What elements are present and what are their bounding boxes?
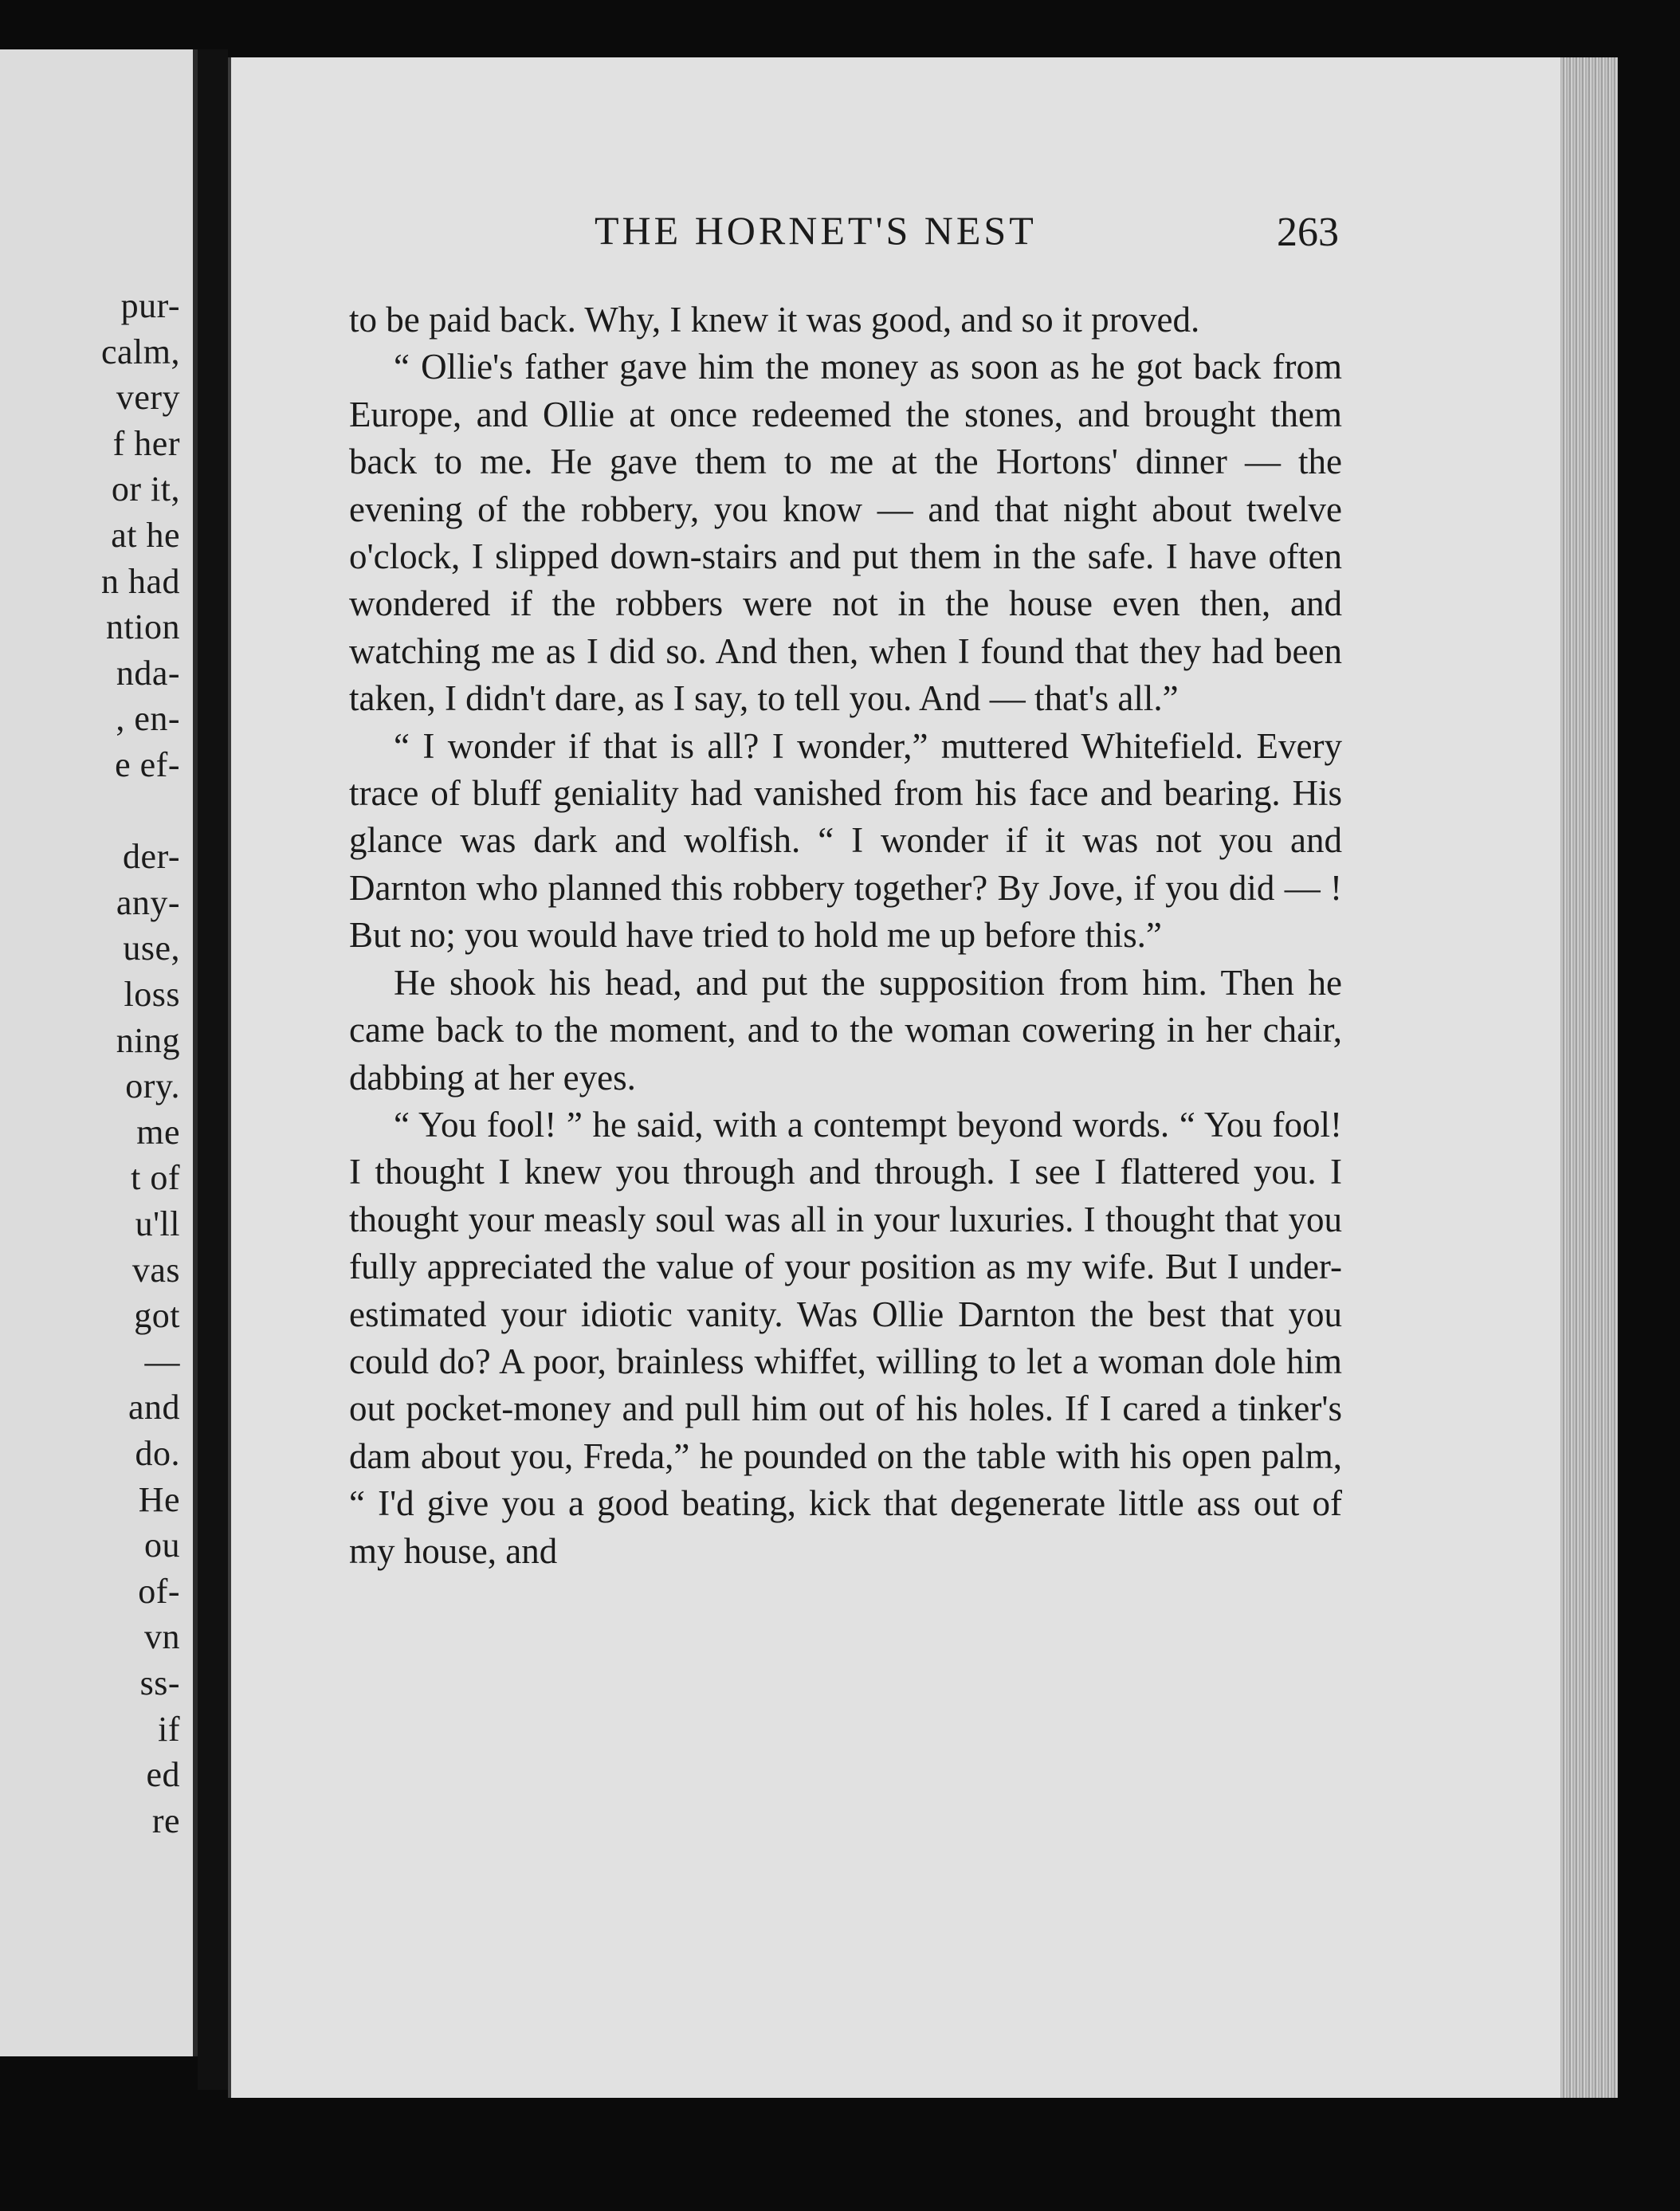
left-page-line: ed [146,1755,180,1795]
left-page-line: very [116,378,180,418]
paragraph: “ Ollie's father gave him the money as soon as he got back from Europe, and Ollie at once redeemed the stones, and brought them back to me. He gave them to me at the Hortons' dinner — the evening of the robbery, you know — and that night about twelve o'clock, I slipped down-stairs and put them in the safe. I have often wondered if the robbers were not in the house even then, and watching me as I did so. And then, when I found that they had been taken, I didn't dare, as I say, to tell you. And — that's all.” [349,347,1342,719]
left-page-line: vn [144,1617,180,1657]
page-edges [1560,57,1618,2098]
left-page-line: n had [100,561,180,601]
left-page-line: calm, [100,332,180,371]
left-page-line: He [138,1479,180,1519]
left-page-line: — [144,1341,180,1381]
left-page-line: ntion [106,607,180,647]
left-page-line: any- [116,882,180,922]
left-page-line: e ef- [115,745,180,784]
left-page-line: u'll [135,1204,180,1243]
left-page-line: , en- [116,699,180,739]
left-page-line: at he [111,516,180,555]
left-page-line: ning [116,1020,180,1060]
left-page-line: ory. [125,1066,180,1106]
paragraph: “ You fool! ” he said, with a contempt beyond words. “ You fool! I thought I knew you through and through. I see I flattered you. I thought your measly soul was all in your luxuries. I thought that you fully appreciated the value of your position as my wife. But I under-estimated your idiotic vanity. Was Ollie Darnton the best that you could do? A poor, brainless whiffet, willing to let a woman dole him out pocket-money and pull him out of his holes. If I cared a tinker's dam about you, Freda,” he pounded on the table with his open palm, “ I'd give you a good beating, kick that degenerate little ass out of my house, and [349,1104,1342,1571]
paragraph: “ I wonder if that is all? I wonder,” muttered Whitefield. Every trace of bluff geniality had vanished from his face and bearing. His glance was dark and wolfish. “ I wonder if it was not you and Darnton who planned this robbery together? By Jove, if you did — ! But no; you would have tried to hold me up before this.” [349,725,1342,956]
right-page [228,57,1618,2098]
left-page-line: f her [112,423,180,463]
book-gutter [198,49,228,2090]
left-page-line: der- [123,837,180,877]
paragraph: to be paid back. Why, I knew it was good, and so it proved. [349,300,1200,340]
left-page-line: re [151,1801,180,1840]
left-page-line: ss- [139,1663,180,1702]
left-page-line: got [134,1296,180,1336]
left-page-line: and [128,1388,180,1428]
left-page-line: me [136,1112,180,1152]
left-page-line: if [158,1709,180,1749]
left-page-fragment [0,49,198,2056]
page-number: 263 [1277,210,1339,255]
left-page-line: vas [131,1250,180,1290]
left-page-line: of- [138,1571,180,1611]
left-page-line: nda- [116,653,180,693]
left-page-line: use, [123,929,180,968]
body-text [349,297,1342,1575]
left-page-line: t of [131,1158,180,1198]
paragraph: He shook his head, and put the supposition from him. Then he came back to the moment, and to the woman cowering in her chair, dabbing at her eyes. [349,962,1342,1098]
left-page-line: pur- [120,286,180,325]
left-page-line: ou [144,1526,180,1565]
running-head: THE HORNET'S NEST [595,208,1037,253]
left-page-line: do. [135,1434,180,1473]
left-page-line: loss [124,975,180,1014]
left-page-line: or it, [111,469,180,509]
